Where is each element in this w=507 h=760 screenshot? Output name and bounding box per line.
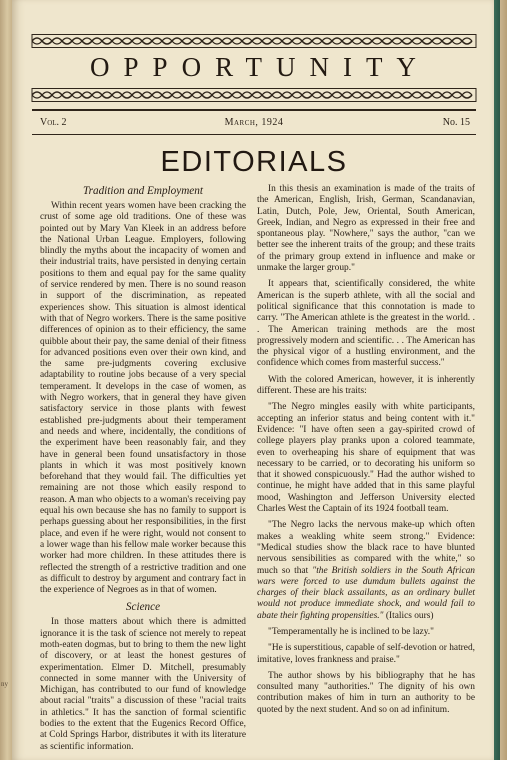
issue-number: No. 15 xyxy=(442,117,470,128)
right-column xyxy=(257,184,475,744)
article-paragraph: In those matters about which there is admitted ignorance it is the task of science not merely to repeat moth-eaten dogmas, but to bring to them the new light of discovery, or at least the honest gestures of experimentation. Elmer D. Mitchell, presumably connected in some manner with the University of Michigan, has contributed to our fund of knowledge about racial "traits" a discussion of these "racial traits in athletics." It has the sanction of formal scientific bodies to the extent that the Eugenics Record Office, at Cold Springs Harbor, distributes it with its literature as scientific information. xyxy=(40,617,246,752)
paragraph-text: (Italics ours) xyxy=(383,610,434,621)
binding-fragment-text: ny xyxy=(1,680,8,688)
article-paragraph: It appears that, scientifically considered, the white American is the superb athlete, with all the social and political significance that this connotation is made to carry. "The American athlete is the greatest in the world. . . The American training methods are the most progressively modern and scientific. . . The American has the physical vigor of a hustling environment, and the confidence which comes from masterful success." xyxy=(257,279,475,369)
issue-line xyxy=(32,117,476,131)
article-paragraph-with-italics xyxy=(257,520,475,622)
paragraph-text: "The Negro lacks the nervous make-up which often makes a weakling white seem strong." Evidence: "Medical studies show the black race to have blunted nervous sensibilities as compared with the white," so much so that xyxy=(257,520,475,576)
masthead-rule xyxy=(32,109,476,111)
article-title: Tradition and Employment xyxy=(83,185,203,197)
masthead xyxy=(32,34,476,102)
binding-edge xyxy=(0,0,12,760)
article-paragraph: With the colored American, however, it is inherently different. These are his traits: xyxy=(257,374,475,397)
page-heading: EDITORIALS xyxy=(160,146,348,178)
article-paragraph: "The Negro mingles easily with white participants, accepting an inferior status and being content with it." Evidence: "I have often seen a gay-spirited crowd of college players play pranks upon a colored teammate, even to overheaping his share of equipment that was necessary to be carried, or to decorating his uniform so that it showed conspicuously." Had the author wished to continue, he might have added that in this same playful mood, Washington and Jefferson University elected Charles West the Captain of its 1924 football team. xyxy=(257,402,475,515)
article-paragraph: Within recent years women have been cracking the crust of some age old traditions. One of these was pointed out by Mary Van Kleek in an address before the National Urban League. Employers, following blindly the myths about the incapacity of women and their industrial traits, have persisted in denying certain positions to them and equal pay for the same quality of service rendered by men. There is no sound reason in support of the discrimination, as repeated experiences show. This situation is almost identical with that of Negro workers. There is the same positive differences of opinion as to their efficiency, the same quibble about their pay, the same denial of their fitness for advanced positions even over their own kind, and the same pre-judgments covering exclusive adaptability to routine jobs because of a very special temperament. It develops in the case of women, as with Negro workers, that in general they have given satisfactory service in those plants with fewest established pre-judgments about their temperament and needs and where, incidentally, the conditions of the experiment have been reasonably fair, and they have in general been found unsatisfactory in those plants in which it was most positively known beforehand that they would fail. The difficulties yet remaining are not those which easily respond to reason. A man who objects to a woman's receiving pay equal his own because she has no family to support is perhaps guessing about her responsibilities, in the first place, and even if he were right, would not consent to a lower wage than his fellow male worker because this worker had more children. In these attitudes there is reflected the strength of a restrictive tradition and one as difficult to destroy by argument and contrary fact in the experience of Negroes as in that of women. xyxy=(40,201,246,596)
masthead-ornament-top xyxy=(32,34,476,48)
article-title: Science xyxy=(125,601,161,614)
masthead-ornament-bottom xyxy=(32,88,476,102)
italic-quote: "the British soldiers in the South African wars were forced to use dumdum bullets against the charges of their black assailants, as an ordinary bullet would not produce immediate shock, and would fail to abate their fighting propensities." xyxy=(257,565,475,621)
article-paragraph: In this thesis an examination is made of the traits of the American, English, Irish, German, Scandanavian, Latin, Dutch, Pole, Jew, Oriental, South American, Greek, Indian, and Negro as expressed in their free and spontaneous play. "Nowhere," says the author, "can we better see the inherent traits of the group; and these traits of the primary group extend in influence and make or unmake the larger group." xyxy=(257,184,475,274)
volume-label: Vol. 2 xyxy=(40,117,67,128)
left-column xyxy=(40,184,246,752)
issue-date: March, 1924 xyxy=(224,117,284,128)
article-paragraph: The author shows by his bibliography that he has consulted many "authorities." The dignity of his own contribution makes of him in turn an authority to be quoted by the next student. And so on ad infinitum. xyxy=(257,670,475,715)
article-paragraph: "He is superstitious, capable of self-devotion or hatred, imitative, loves frankness and praise." xyxy=(257,643,475,665)
issue-rule xyxy=(32,134,476,135)
book-edge xyxy=(494,0,507,760)
magazine-page xyxy=(12,0,496,760)
magazine-title: OPPORTUNITY xyxy=(90,52,430,82)
article-paragraph: "Temperamentally he is inclined to be lazy." xyxy=(268,626,434,637)
